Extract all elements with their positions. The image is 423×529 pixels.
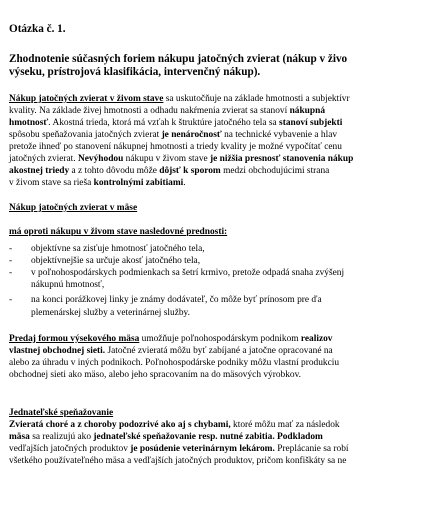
bullet-dash: - (9, 244, 13, 254)
bullet-dash: - (9, 256, 13, 266)
title-line-2: výseku, prístrojová klasifikácia, intervenčný nákup). (9, 66, 261, 78)
agent-sale-heading: Jednateľské speňažovanie (9, 408, 114, 418)
bullet-dash: - (9, 295, 13, 305)
advantages-heading: má oproti nákupu v živom stave nasledovné prednosti: (9, 227, 228, 237)
title-line-1: Zhodnotenie súčasných foriem nákupu jatočných zvierat (nákup v živo (9, 53, 348, 65)
bullet-dash: - (9, 268, 13, 278)
question-heading: Otázka č. 1. (9, 23, 66, 35)
live-purchase-term: Nákup jatočných zvierat v živom stave (9, 94, 164, 104)
retail-sale-term: Predaj formou výsekového mäsa (9, 334, 140, 344)
meat-purchase-heading: Nákup jatočných zvierat v mäse (9, 203, 138, 213)
